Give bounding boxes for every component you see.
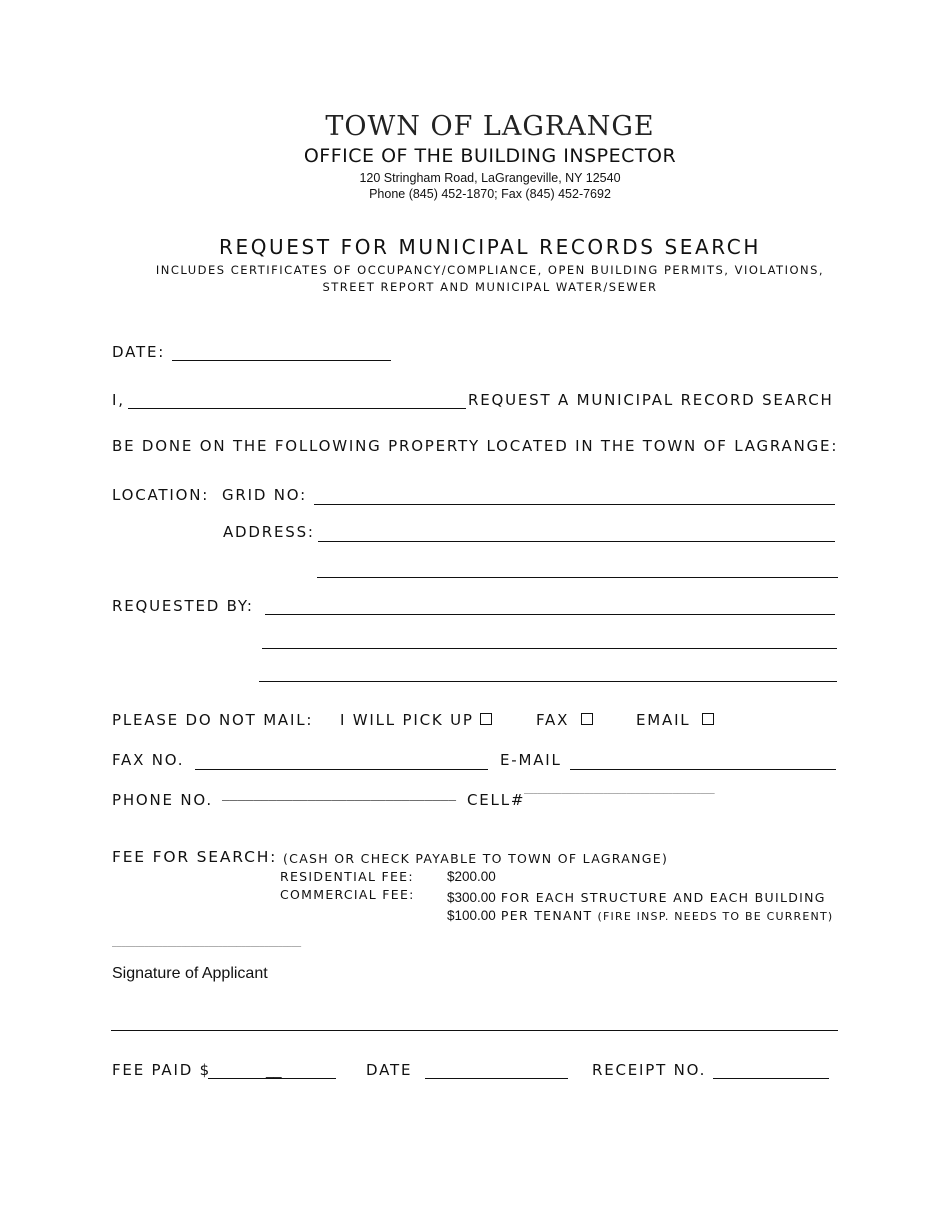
town-title: TOWN OF LAGRANGE [325,111,655,142]
pickup-checkbox[interactable] [480,713,492,725]
date-label: DATE: [112,343,166,361]
receipt-no-label: RECEIPT NO. [592,1061,707,1079]
office-use-divider [111,1030,838,1031]
requested-by-field-line2[interactable] [262,648,837,649]
office-title: OFFICE OF THE BUILDING INSPECTOR [303,145,677,167]
tenant-fee-value [447,905,833,924]
request-text: REQUEST A MUNICIPAL RECORD SEARCH [468,391,834,409]
email-option-label: EMAIL [636,711,691,729]
commercial-fee-text: FOR EACH STRUCTURE AND EACH BUILDING [500,890,826,905]
pickup-option-label: I WILL PICK UP [340,711,474,729]
cell-label: CELL# [467,791,526,809]
fee-paid-field[interactable] [208,1078,336,1079]
email-checkbox[interactable] [702,713,714,725]
location-label: LOCATION: [112,486,210,504]
cell-field[interactable]: _________________________________________ [524,788,715,796]
phone-no-label: PHONE NO. [112,791,213,809]
tenant-fee-text: PER TENANT [500,908,593,923]
address-label: ADDRESS: [223,523,315,541]
address-field-line2[interactable] [317,577,838,578]
office-date-field[interactable] [425,1078,568,1079]
fax-checkbox[interactable] [581,713,593,725]
grid-no-field[interactable] [314,504,835,505]
residential-fee-label: RESIDENTIAL FEE: [280,869,414,884]
date-field[interactable] [172,360,391,361]
property-text: BE DONE ON THE FOLLOWING PROPERTY LOCATED IN THE TOWN OF LAGRANGE: [112,437,839,455]
office-address: 120 Stringham Road, LaGrangeville, NY 12540 [359,171,621,185]
fax-option[interactable] [536,711,593,729]
office-phone-fax: Phone (845) 452-1870; Fax (845) 452-7692 [369,187,611,201]
address-field-line1[interactable] [318,541,835,542]
do-not-mail-label: PLEASE DO NOT MAIL: [112,711,314,729]
phone-no-field[interactable]: ______________________________ [222,788,457,803]
applicant-name-field[interactable] [128,408,466,409]
pickup-option[interactable] [340,711,492,729]
applicant-label: I, [112,391,125,409]
receipt-no-field[interactable] [713,1078,829,1079]
form-subtitle-line2: STREET REPORT AND MUNICIPAL WATER/SEWER [322,280,658,294]
fax-option-label: FAX [536,711,570,729]
fee-paid-blank-marks: __ [266,1062,282,1078]
office-date-label: DATE [366,1061,413,1079]
email-option[interactable] [636,711,714,729]
fax-no-label: FAX NO. [112,751,185,769]
form-subtitle-line1: INCLUDES CERTIFICATES OF OCCUPANCY/COMPLIANCE, OPEN BUILDING PERMITS, VIOLATIONS, [155,263,825,277]
fax-no-field[interactable] [195,769,488,770]
commercial-fee-amount: $300.00 [447,890,496,905]
requested-by-field-line1[interactable] [265,614,835,615]
signature-label: Signature of Applicant [112,965,268,982]
residential-fee-value: $200.00 [447,869,496,884]
requested-by-field-line3[interactable] [259,681,837,682]
payable-note: (CASH OR CHECK PAYABLE TO TOWN OF LAGRANGE) [283,851,669,866]
fee-for-search-label: FEE FOR SEARCH: [112,848,278,866]
commercial-fee-value [447,887,826,906]
requested-by-label: REQUESTED BY: [112,597,254,615]
email-label: E-MAIL [500,751,562,769]
fee-paid-label: FEE PAID $ [112,1061,211,1079]
commercial-fee-label: COMMERCIAL FEE: [280,887,415,902]
tenant-fee-amount: $100.00 [447,908,496,923]
grid-no-label: GRID NO: [222,486,308,504]
tenant-fee-note: (FIRE INSP. NEEDS TO BE CURRENT) [597,910,834,923]
signature-field[interactable]: _________________________________________ [112,941,302,949]
form-title: REQUEST FOR MUNICIPAL RECORDS SEARCH [218,235,761,259]
email-field[interactable] [570,769,836,770]
